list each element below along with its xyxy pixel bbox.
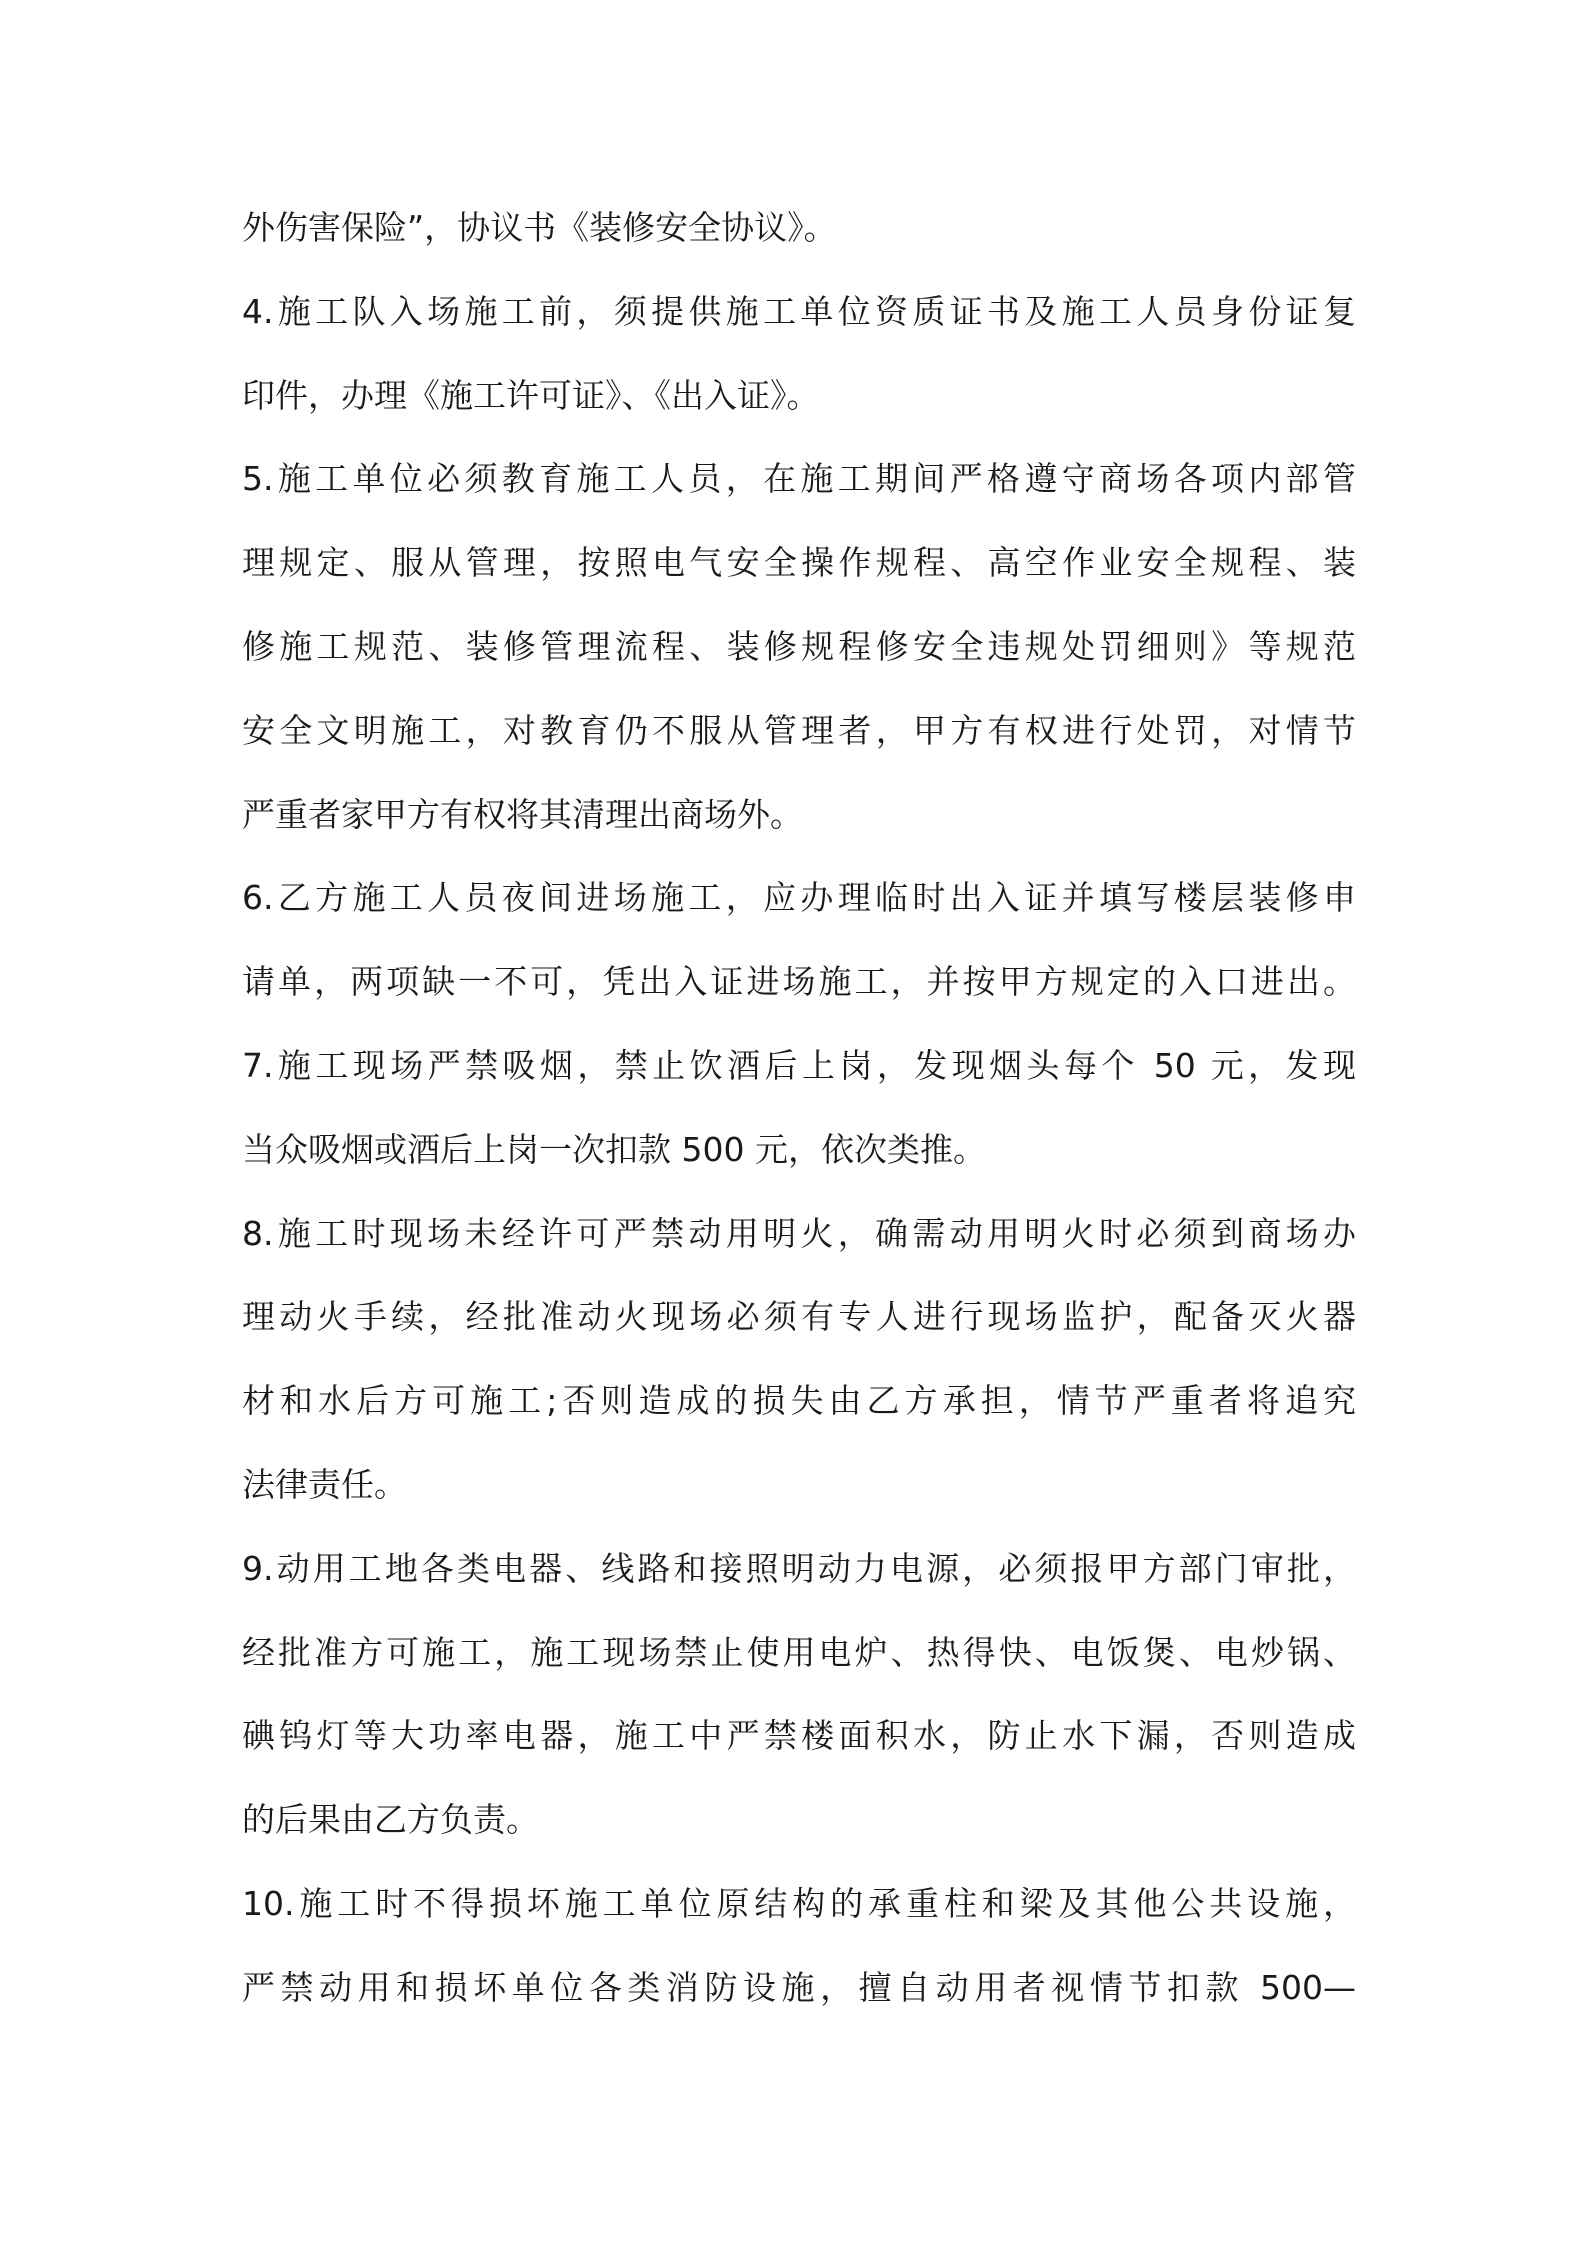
document-line: 印件，办理《施工许可证》、《出入证》。 [242, 375, 820, 415]
document-line: 碘钨灯等大功率电器，施工中严禁楼面积水，防止水下漏，否则造成 [242, 1716, 1356, 1756]
document-line: 当众吸烟或酒后上岗一次扣款 500 元，依次类推。 [242, 1129, 986, 1169]
document-line: 材和水后方可施工;否则造成的损失由乙方承担，情节严重者将追究 [242, 1381, 1356, 1421]
document-line: 请单，两项缺一不可，凭出入证进场施工，并按甲方规定的入口进出。 [242, 962, 1356, 1002]
document-line: 经批准方可施工，施工现场禁止使用电炉、热得快、电饭煲、电炒锅、 [242, 1632, 1356, 1672]
document-line: 理规定、服从管理，按照电气安全操作规程、高空作业安全规程、装 [242, 543, 1356, 583]
document-line: 9.动用工地各类电器、线路和接照明动力电源，必须报甲方部门审批， [242, 1548, 1356, 1588]
document-body [242, 186, 1356, 2030]
document-line: 修施工规范、装修管理流程、装修规程修安全违规处罚细则》等规范 [242, 626, 1356, 666]
document-line: 8.施工时现场未经许可严禁动用明火，确需动用明火时必须到商场办 [242, 1213, 1356, 1253]
document-line: 安全文明施工，对教育仍不服从管理者，甲方有权进行处罚，对情节 [242, 710, 1356, 750]
document-line: 的后果由乙方负责。 [242, 1800, 539, 1840]
document-line: 外伤害保险”，协议书《装修安全协议》。 [242, 208, 837, 247]
document-line: 严重者家甲方有权将其清理出商场外。 [242, 794, 803, 834]
document-line: 理动火手续，经批准动火现场必须有专人进行现场监护，配备灭火器 [242, 1297, 1356, 1337]
document-line: 严禁动用和损坏单位各类消防设施，擅自动用者视情节扣款 500— [242, 1967, 1356, 2007]
document-line: 6.乙方施工人员夜间进场施工，应办理临时出入证并填写楼层装修申 [242, 878, 1356, 918]
document-line: 10.施工时不得损坏施工单位原结构的承重柱和梁及其他公共设施， [242, 1883, 1356, 1923]
document-line: 7.施工现场严禁吸烟，禁止饮酒后上岗，发现烟头每个 50 元，发现 [242, 1045, 1356, 1085]
document-line: 5.施工单位必须教育施工人员，在施工期间严格遵守商场各项内部管 [242, 459, 1356, 499]
document-line: 法律责任。 [242, 1464, 407, 1504]
document-line: 4.施工队入场施工前，须提供施工单位资质证书及施工人员身份证复 [242, 291, 1356, 331]
